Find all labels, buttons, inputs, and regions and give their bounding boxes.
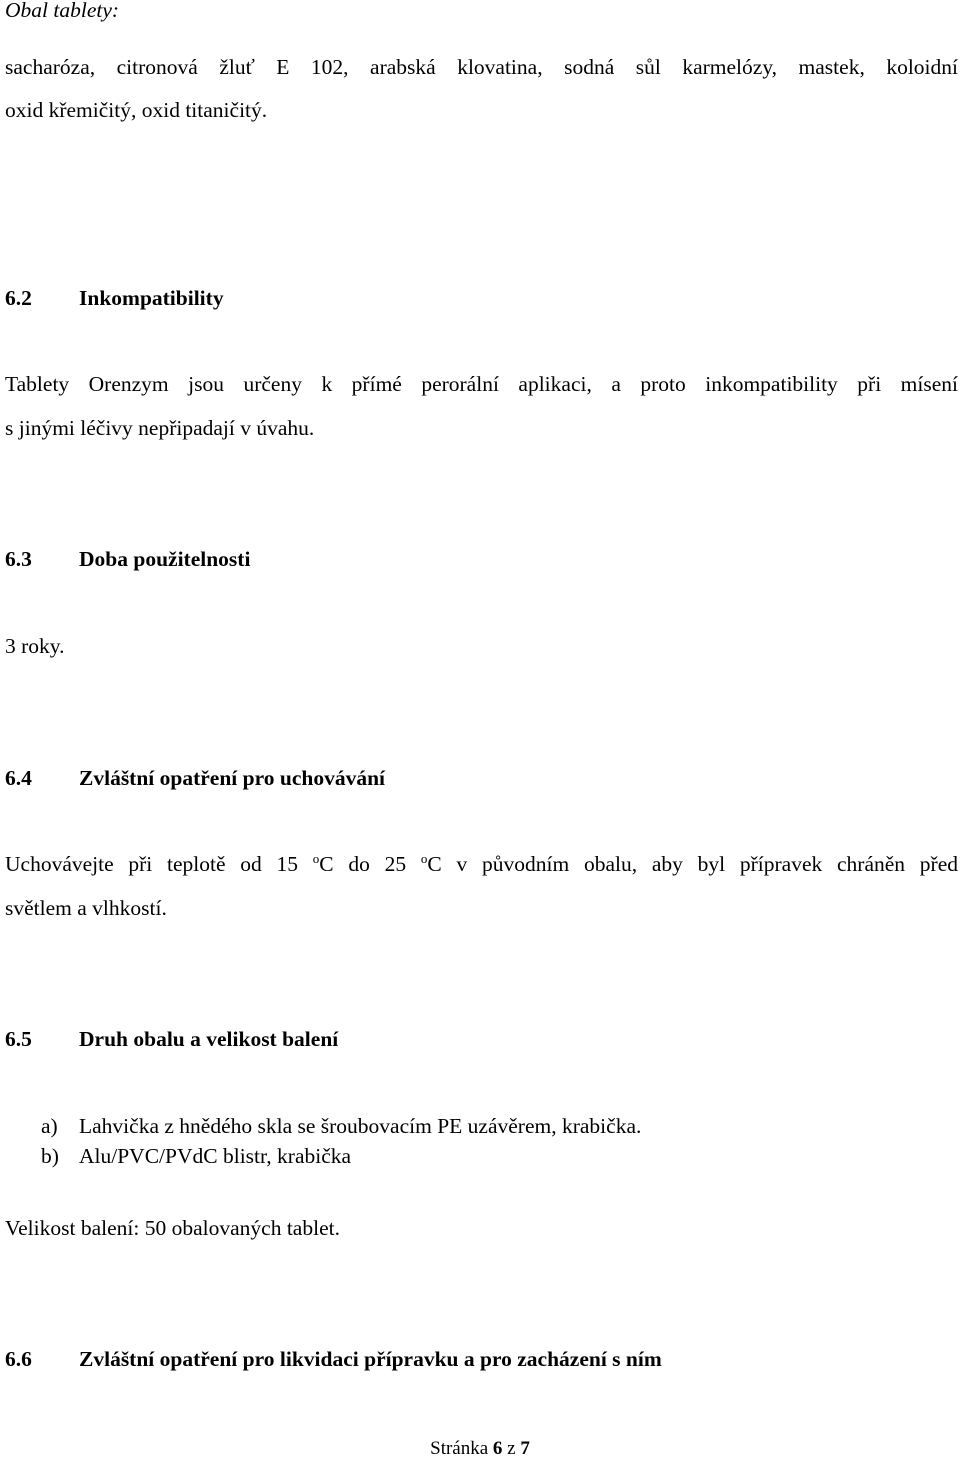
section-number: 6.5 <box>5 1027 32 1051</box>
list-text: Lahvička z hnědého skla se šroubovacím PE uzávěrem, krabička. <box>79 1114 642 1138</box>
section-title: Doba použitelnosti <box>79 547 251 571</box>
section-title: Druh obalu a velikost balení <box>79 1027 339 1051</box>
degree-mark: o <box>312 851 320 866</box>
list-item <box>41 1144 351 1170</box>
list-marker: b) <box>41 1144 59 1168</box>
section-6-3-heading <box>5 547 250 573</box>
degree-mark: o <box>420 851 428 866</box>
list-item <box>41 1114 641 1140</box>
section-6-4-text-line-2: světlem a vlhkostí. <box>5 896 167 920</box>
list-marker: a) <box>41 1114 58 1138</box>
coating-title: Obal tablety: <box>5 0 120 22</box>
section-title: Inkompatibility <box>79 286 224 310</box>
page-footer <box>0 1438 960 1461</box>
coating-text-line-2: oxid křemičitý, oxid titaničitý. <box>5 98 268 122</box>
footer-page-total: 7 <box>520 1438 530 1459</box>
footer-middle: z <box>502 1438 521 1459</box>
section-6-5-heading <box>5 1027 338 1053</box>
footer-prefix: Stránka <box>430 1438 493 1459</box>
list-text: Alu/PVC/PVdC blistr, krabička <box>79 1144 352 1168</box>
footer-page-number: 6 <box>492 1438 503 1459</box>
section-6-2-text-line-2: s jinými léčivy nepřipadají v úvahu. <box>5 416 315 440</box>
section-6-4-text-line-1 <box>5 852 958 878</box>
storage-text-part: Uchovávejte při teplotě od 15 <box>5 852 313 876</box>
section-title: Zvláštní opatření pro likvidaci přípravku a pro zacházení s ním <box>79 1347 662 1371</box>
section-6-3-text: 3 roky. <box>5 634 65 658</box>
coating-text-line-1: sacharóza, citronová žluť E 102, arabská klovatina, sodná sůl karmelózy, mastek, koloidní <box>5 55 958 79</box>
section-number: 6.4 <box>5 766 32 790</box>
section-6-4-heading <box>5 766 385 792</box>
storage-text-part: C do 25 <box>319 852 421 876</box>
storage-text-part: C v původním obalu, aby byl přípravek chráněn před <box>427 852 958 876</box>
section-title: Zvláštní opatření pro uchovávání <box>79 766 386 790</box>
section-number: 6.6 <box>5 1347 32 1371</box>
section-6-2-heading <box>5 286 224 312</box>
section-number: 6.2 <box>5 286 32 310</box>
pack-size-text: Velikost balení: 50 obalovaných tablet. <box>5 1216 340 1240</box>
section-6-2-text-line-1: Tablety Orenzym jsou určeny k přímé perorální aplikaci, a proto inkompatibility při mísení <box>5 372 958 396</box>
section-6-6-heading <box>5 1347 662 1373</box>
section-number: 6.3 <box>5 547 32 571</box>
